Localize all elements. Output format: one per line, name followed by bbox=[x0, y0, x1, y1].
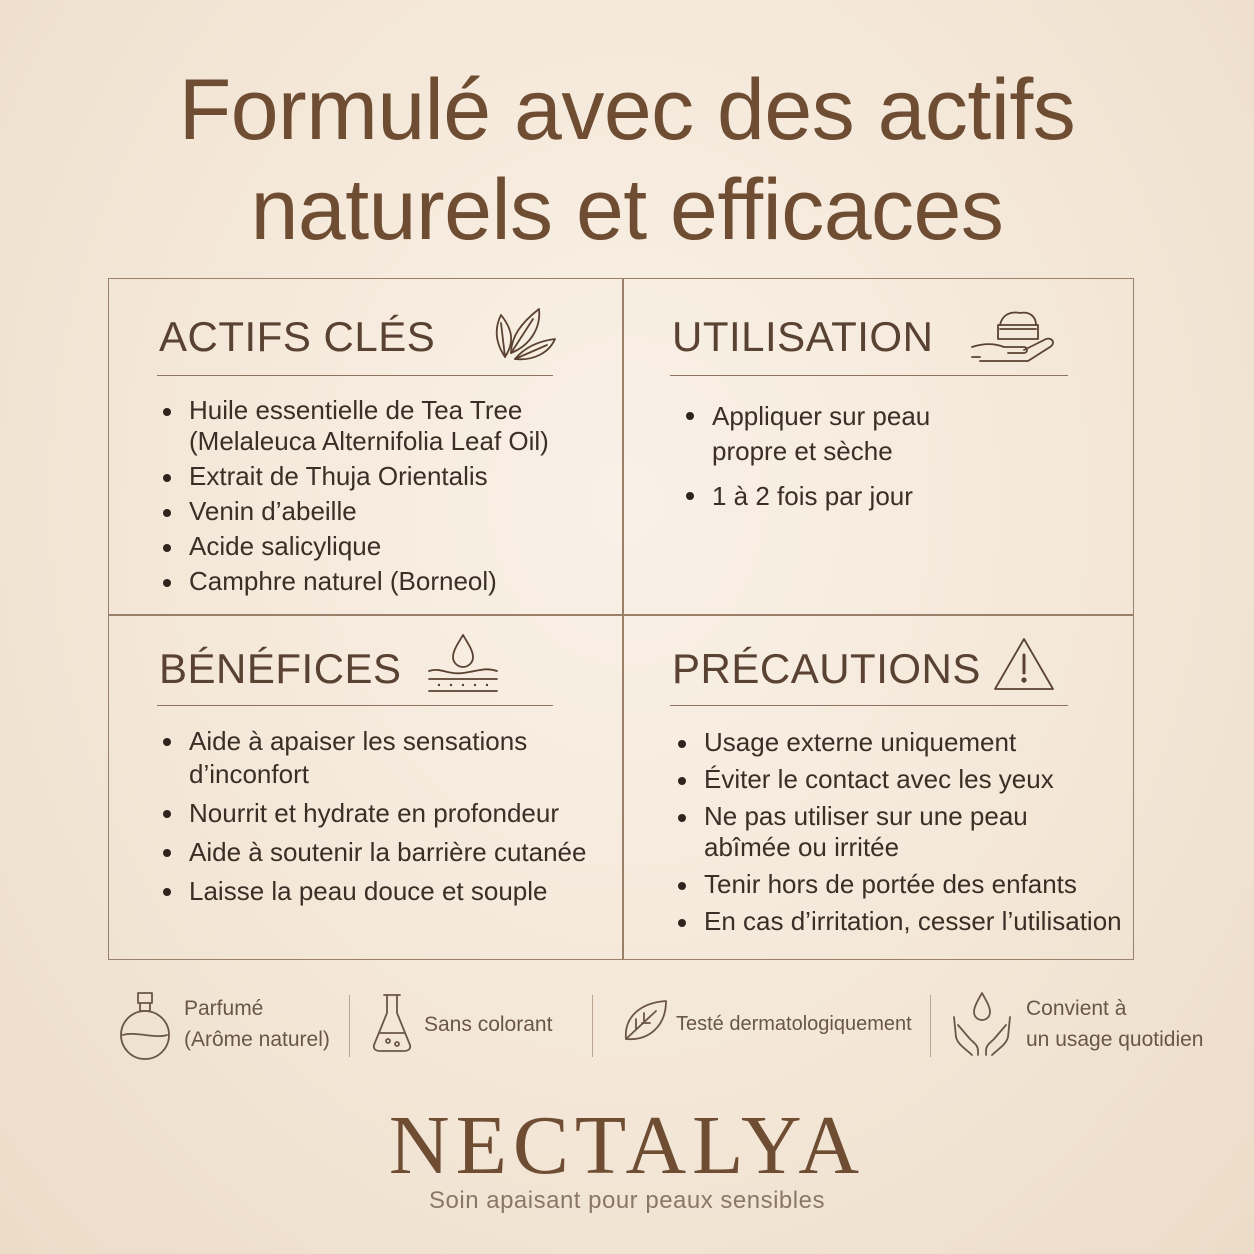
panel-rule-precautions bbox=[670, 705, 1068, 706]
list-item: Laisse la peau douce et souple bbox=[161, 875, 601, 908]
brand-tagline: Soin apaisant pour peaux sensibles bbox=[429, 1187, 825, 1214]
flask-icon bbox=[370, 989, 414, 1058]
panel-utilisation bbox=[622, 279, 1135, 614]
feature-teste-dermato bbox=[616, 985, 916, 1075]
leaf-outline-icon bbox=[620, 995, 670, 1050]
hands-drop-icon bbox=[950, 989, 1014, 1062]
perfume-bottle-icon bbox=[116, 989, 174, 1064]
skin-drop-icon bbox=[425, 631, 501, 700]
list-item: 1 à 2 fois par jour bbox=[684, 479, 984, 514]
feature-text: Testé dermatologiquement bbox=[676, 1013, 912, 1035]
feature-text: Parfumé (Arôme naturel) bbox=[184, 997, 330, 1051]
feature-usage-quotidien bbox=[948, 985, 1208, 1075]
list-item: Tenir hors de portée des enfants bbox=[676, 869, 1126, 900]
panel-heading-benefices: BÉNÉFICES bbox=[159, 645, 402, 692]
list-item: Nourrit et hydrate en profondeur bbox=[161, 797, 601, 830]
list-item: Usage externe uniquement bbox=[676, 727, 1126, 758]
list-item: Venin d’abeille bbox=[161, 496, 611, 527]
list-item: Extrait de Thuja Orientalis bbox=[161, 461, 611, 492]
list-item: Acide salicylique bbox=[161, 531, 611, 562]
panel-rule-utilisation bbox=[670, 375, 1068, 376]
panel-heading-precautions: PRÉCAUTIONS bbox=[672, 645, 981, 692]
list-utilisation bbox=[684, 399, 984, 514]
list-item: Camphre naturel (Borneol) bbox=[161, 566, 611, 597]
title-line-1: Formulé avec des actifs bbox=[178, 62, 1076, 158]
list-actifs bbox=[161, 395, 611, 597]
list-precautions bbox=[676, 727, 1126, 937]
title-line-2: naturels et efficaces bbox=[250, 162, 1004, 258]
feature-divider bbox=[930, 995, 931, 1057]
list-item: Aide à apaiser les sensations d’inconfort bbox=[161, 725, 601, 791]
list-item: Éviter le contact avec les yeux bbox=[676, 764, 1126, 795]
feature-divider bbox=[592, 995, 593, 1057]
feature-text: Sans colorant bbox=[424, 1013, 553, 1036]
leaf-icon bbox=[489, 301, 559, 368]
warning-triangle-icon bbox=[992, 635, 1056, 698]
list-item: Huile essentielle de Tea Tree (Melaleuca Alternifolia Leaf Oil) bbox=[161, 395, 611, 457]
brand-logo: NECTALYA bbox=[388, 1099, 866, 1192]
panel-heading-utilisation: UTILISATION bbox=[672, 313, 934, 360]
feature-divider bbox=[349, 995, 350, 1057]
info-grid bbox=[108, 278, 1134, 960]
list-item: Appliquer sur peau propre et sèche bbox=[684, 399, 984, 469]
list-item: Aide à soutenir la barrière cutanée bbox=[161, 836, 601, 869]
panel-benefices bbox=[109, 615, 622, 961]
feature-parfume bbox=[108, 985, 338, 1075]
panel-precautions bbox=[622, 615, 1135, 961]
list-benefices bbox=[161, 725, 601, 908]
feature-text: Convient à un usage quotidien bbox=[1026, 997, 1204, 1051]
features-row bbox=[108, 985, 1208, 1075]
panel-actifs bbox=[109, 279, 622, 614]
feature-sans-colorant bbox=[366, 985, 586, 1075]
page-title bbox=[0, 60, 1254, 260]
panel-rule-benefices bbox=[157, 705, 553, 706]
list-item: En cas d’irritation, cesser l’utilisation bbox=[676, 906, 1126, 937]
panel-heading-actifs: ACTIFS CLÉS bbox=[159, 313, 436, 360]
hand-cream-jar-icon bbox=[970, 299, 1058, 368]
list-item: Ne pas utiliser sur une peau abîmée ou irritée bbox=[676, 801, 1034, 863]
panel-rule-actifs bbox=[157, 375, 553, 376]
